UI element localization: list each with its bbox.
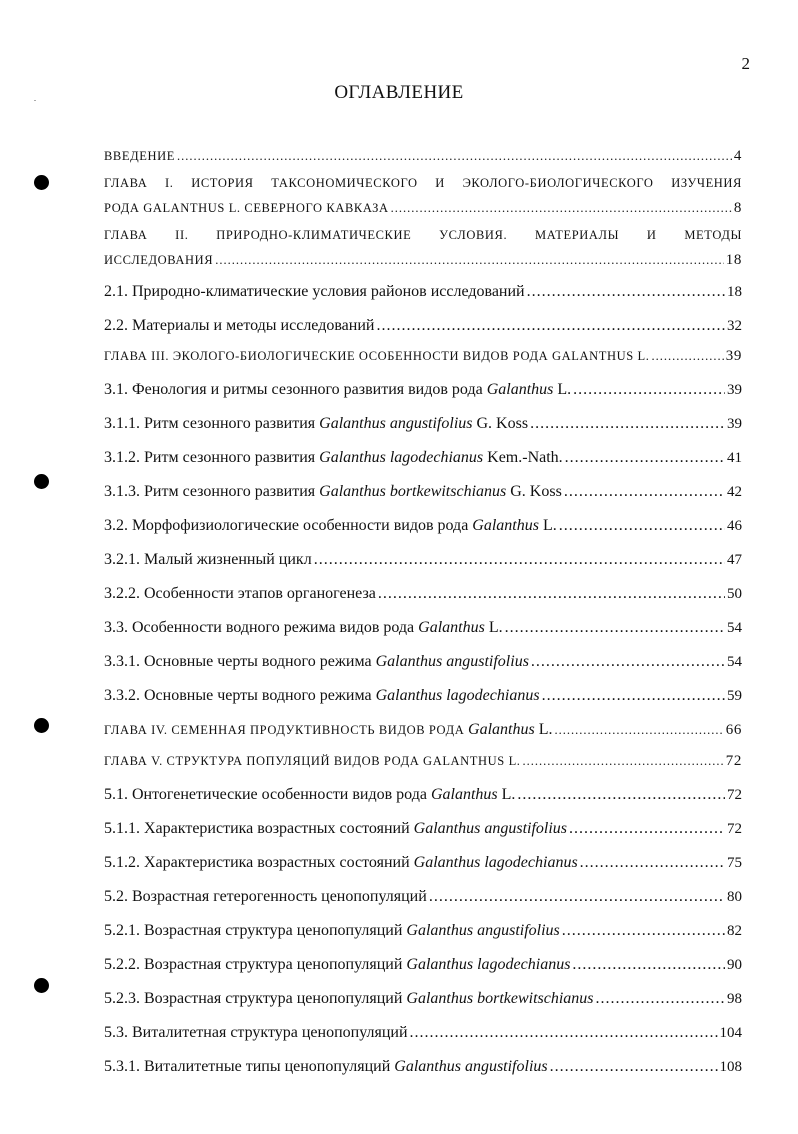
toc-entry-5-2[interactable] — [104, 884, 742, 910]
toc-entry-title: 3.1.1. Ритм сезонного развития Galanthus angustifolius G. Koss — [104, 415, 529, 432]
page-title: ОГЛАВЛЕНИЕ — [334, 82, 464, 103]
toc-page-number: 82 — [727, 923, 742, 939]
toc-entry-title: 3.1.2. Ритм сезонного развития Galanthus lagodechianus Kem.-Nath. — [104, 449, 563, 466]
leader-dots — [565, 445, 725, 470]
punch-hole-mark — [34, 175, 49, 190]
leader-dots — [523, 749, 724, 774]
leader-dots — [505, 615, 725, 640]
toc-entry-3-3-2[interactable] — [104, 683, 742, 709]
toc-entry-title: 2.2. Материалы и методы исследований — [104, 317, 375, 334]
toc-entry-2-2[interactable] — [104, 313, 742, 339]
toc-page-number: 104 — [719, 1025, 742, 1041]
toc-page-number: 59 — [727, 688, 742, 704]
toc-entry-5-2-3[interactable] — [104, 986, 742, 1012]
leader-dots — [572, 952, 725, 977]
leader-dots — [314, 547, 725, 572]
toc-entry-title: 5.1.1. Характеристика возрастных состояний Galanthus angustifolius — [104, 820, 568, 837]
toc-entry-title: 3.2. Морфофизиологические особенности видов рода Galanthus L. — [104, 517, 557, 534]
toc-entry-title: 3.1. Фенология и ритмы сезонного развития видов рода Galanthus L. — [104, 381, 572, 398]
leader-dots — [391, 196, 732, 221]
leader-dots — [530, 411, 725, 436]
leader-dots — [555, 718, 724, 743]
toc-entry-title: ВВЕДЕНИЕ — [104, 149, 175, 163]
toc-entry-chapter-2[interactable] — [104, 223, 742, 273]
leader-dots — [559, 513, 725, 538]
toc-entry-title: ГЛАВА IV. СЕМЕННАЯ ПРОДУКТИВНОСТЬ ВИДОВ РОДА Galanthus L. — [104, 721, 553, 738]
leader-dots — [651, 344, 723, 369]
leader-dots — [378, 581, 725, 606]
toc-entry-3-2-2[interactable] — [104, 581, 742, 607]
toc-page-number: 80 — [727, 889, 742, 905]
toc-entry-title: 3.3.1. Основные черты водного режима Galanthus angustifolius — [104, 653, 529, 670]
leader-dots — [562, 918, 725, 943]
toc-page-number: 72 — [727, 821, 742, 837]
toc-entry-title: 2.1. Природно-климатические условия районов исследований — [104, 283, 525, 300]
toc-entry-title: 5.3. Виталитетная структура ценопопуляций — [104, 1024, 408, 1041]
toc-entry-title: 5.2.2. Возрастная структура ценопопуляций Galanthus lagodechianus — [104, 956, 571, 973]
toc-entry-3-3[interactable] — [104, 615, 742, 641]
toc-entry-title: 5.2.1. Возрастная структура ценопопуляций Galanthus angustifolius — [104, 922, 560, 939]
leader-dots — [580, 850, 725, 875]
punch-hole-mark — [34, 474, 49, 489]
toc-page-number: 72 — [727, 787, 742, 803]
toc-page-number: 66 — [725, 722, 742, 738]
toc-entry-title: 3.1.3. Ритм сезонного развития Galanthus bortkewitschianus G. Koss — [104, 483, 562, 500]
toc-entry-5-3-1[interactable] — [104, 1054, 742, 1080]
toc-entry-title: 5.1. Онтогенетические особенности видов рода Galanthus L. — [104, 786, 516, 803]
toc-entry-title: 3.3.2. Основные черты водного режима Galanthus lagodechianus — [104, 687, 540, 704]
leader-dots — [376, 313, 725, 338]
toc-entry-title: 5.3.1. Виталитетные типы ценопопуляций Galanthus angustifolius — [104, 1058, 548, 1075]
toc-entry-title: 3.2.1. Малый жизненный цикл — [104, 551, 312, 568]
toc-page-number: 47 — [727, 552, 742, 568]
leader-dots — [527, 279, 725, 304]
leader-dots — [573, 377, 725, 402]
leader-dots — [596, 986, 725, 1011]
toc-page-number: 18 — [725, 252, 742, 268]
toc-entry-introduction[interactable] — [104, 144, 742, 169]
toc-entry-3-1-1[interactable] — [104, 411, 742, 437]
scan-speck — [34, 100, 36, 101]
toc-page-number: 108 — [719, 1059, 742, 1075]
toc-entry-title: 5.1.2. Характеристика возрастных состояний Galanthus lagodechianus — [104, 854, 578, 871]
toc-entry-title: 5.2.3. Возрастная структура ценопопуляций Galanthus bortkewitschianus — [104, 990, 594, 1007]
leader-dots — [569, 816, 725, 841]
toc-entry-title: 5.2. Возрастная гетерогенность ценопопуляций — [104, 888, 427, 905]
toc-page-number: 72 — [725, 753, 742, 769]
table-of-contents — [104, 144, 742, 1080]
leader-dots — [177, 144, 732, 169]
toc-page-number: 18 — [727, 284, 742, 300]
toc-entry-5-1[interactable] — [104, 782, 742, 808]
toc-entry-5-1-1[interactable] — [104, 816, 742, 842]
toc-entry-5-2-2[interactable] — [104, 952, 742, 978]
toc-page-number: 75 — [727, 855, 742, 871]
leader-dots — [531, 649, 725, 674]
toc-page-number: 39 — [727, 416, 742, 432]
leader-dots — [410, 1020, 718, 1045]
toc-page-number: 54 — [727, 620, 742, 636]
toc-entry-5-1-2[interactable] — [104, 850, 742, 876]
toc-page-number: 54 — [727, 654, 742, 670]
toc-entry-title: ГЛАВА III. ЭКОЛОГО-БИОЛОГИЧЕСКИЕ ОСОБЕННОСТИ ВИДОВ РОДА GALANTHUS L. — [104, 349, 650, 363]
toc-entry-title-cont: РОДА GALANTHUS L. СЕВЕРНОГО КАВКАЗА — [104, 201, 389, 215]
toc-page-number: 39 — [725, 348, 742, 364]
toc-page-number: 4 — [733, 148, 742, 164]
toc-page-number: 8 — [733, 200, 742, 216]
toc-page-number: 98 — [727, 991, 742, 1007]
toc-entry-3-1[interactable] — [104, 377, 742, 403]
toc-page-number: 32 — [727, 318, 742, 334]
toc-entry-chapter-3[interactable] — [104, 344, 742, 369]
toc-entry-3-2-1[interactable] — [104, 547, 742, 573]
toc-entry-3-1-3[interactable] — [104, 479, 742, 505]
toc-entry-chapter-5[interactable] — [104, 749, 742, 774]
toc-entry-title: 3.2.2. Особенности этапов органогенеза — [104, 585, 376, 602]
toc-entry-5-2-1[interactable] — [104, 918, 742, 944]
toc-page-number: 50 — [727, 586, 742, 602]
leader-dots — [215, 248, 724, 273]
toc-entry-chapter-4[interactable] — [104, 717, 742, 743]
toc-entry-title: ГЛАВА I. ИСТОРИЯ ТАКСОНОМИЧЕСКОГО И ЭКОЛОГО-БИОЛОГИЧЕСКОГО ИЗУЧЕНИЯ — [104, 176, 742, 190]
leader-dots — [564, 479, 725, 504]
toc-entry-5-3[interactable] — [104, 1020, 742, 1046]
toc-entry-2-1[interactable] — [104, 279, 742, 305]
leader-dots — [550, 1054, 718, 1079]
toc-page-number: 42 — [727, 484, 742, 500]
leader-dots — [517, 782, 725, 807]
toc-page-number: 90 — [727, 957, 742, 973]
punch-hole-mark — [34, 718, 49, 733]
toc-entry-title: ГЛАВА II. ПРИРОДНО-КЛИМАТИЧЕСКИЕ УСЛОВИЯ. МАТЕРИАЛЫ И МЕТОДЫ — [104, 228, 742, 242]
page-number: 2 — [741, 54, 750, 73]
toc-entry-chapter-1[interactable] — [104, 171, 742, 221]
toc-page-number: 39 — [727, 382, 742, 398]
toc-entry-title-cont: ИССЛЕДОВАНИЯ — [104, 253, 214, 267]
toc-page-number: 46 — [727, 518, 742, 534]
toc-entry-title: ГЛАВА V. СТРУКТУРА ПОПУЛЯЦИЙ ВИДОВ РОДА GALANTHUS L. — [104, 754, 521, 768]
toc-entry-3-1-2[interactable] — [104, 445, 742, 471]
toc-page-number: 41 — [727, 450, 742, 466]
toc-entry-3-2[interactable] — [104, 513, 742, 539]
punch-hole-mark — [34, 978, 49, 993]
toc-entry-title: 3.3. Особенности водного режима видов рода Galanthus L. — [104, 619, 503, 636]
toc-entry-3-3-1[interactable] — [104, 649, 742, 675]
leader-dots — [542, 683, 725, 708]
leader-dots — [429, 884, 725, 909]
